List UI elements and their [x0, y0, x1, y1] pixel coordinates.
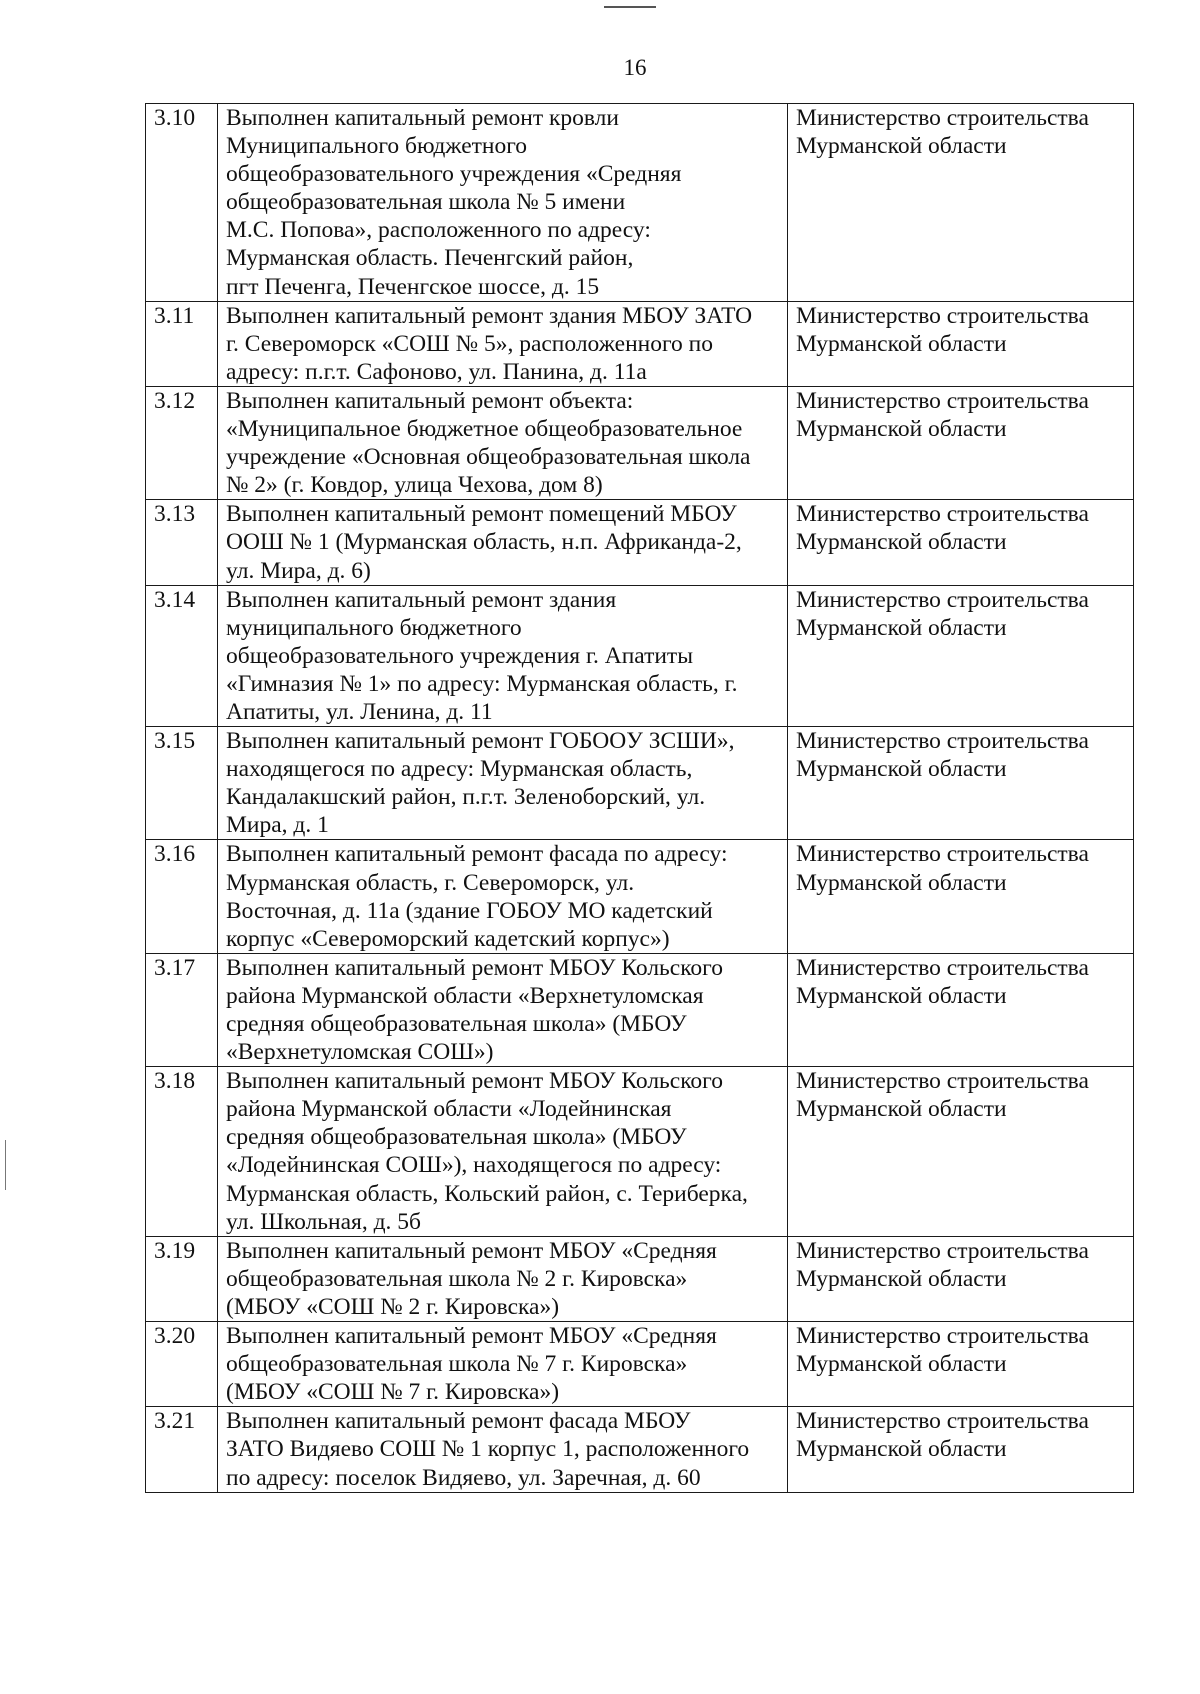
table-row — [146, 727, 1134, 840]
row-number-cell: 3.14 — [146, 585, 218, 726]
table-row — [146, 953, 1134, 1066]
responsible-organization-cell: Министерство строительства Мурманской области — [788, 1067, 1134, 1237]
table-row — [146, 386, 1134, 499]
work-description-cell: Выполнен капитальный ремонт объекта: «Муниципальное бюджетное общеобразовательное учреждение «Основная общеобразовательная школа № 2» (г. Ковдор, улица Чехова, дом 8) — [218, 386, 788, 499]
row-number-cell: 3.21 — [146, 1407, 218, 1492]
work-description-cell: Выполнен капитальный ремонт МБОУ «Средняя общеобразовательная школа № 2 г. Кировска» (МБОУ «СОШ № 2 г. Кировска») — [218, 1236, 788, 1321]
scan-mark-top — [604, 6, 656, 8]
table-row — [146, 104, 1134, 302]
responsible-organization-cell: Министерство строительства Мурманской области — [788, 727, 1134, 840]
responsible-organization-cell: Министерство строительства Мурманской области — [788, 1407, 1134, 1492]
work-description-cell: Выполнен капитальный ремонт фасада по адресу: Мурманская область, г. Североморск, ул. Восточная, д. 11а (здание ГОБОУ МО кадетский корпус «Североморский кадетский корпус») — [218, 840, 788, 953]
work-description-cell: Выполнен капитальный ремонт ГОБОOУ ЗСШИ», находящегося по адресу: Мурманская область, Кандалакшский район, п.г.т. Зеленоборский, ул. Мира, д. 1 — [218, 727, 788, 840]
row-number-cell: 3.13 — [146, 500, 218, 585]
responsible-organization-cell: Министерство строительства Мурманской области — [788, 500, 1134, 585]
works-table-body — [146, 104, 1134, 1493]
row-number-cell: 3.10 — [146, 104, 218, 302]
row-number-cell: 3.17 — [146, 953, 218, 1066]
work-description-cell: Выполнен капитальный ремонт МБОУ «Средняя общеобразовательная школа № 7 г. Кировска» (МБОУ «СОШ № 7 г. Кировска») — [218, 1322, 788, 1407]
table-row — [146, 1067, 1134, 1237]
work-description-cell: Выполнен капитальный ремонт помещений МБОУ ООШ № 1 (Мурманская область, н.п. Африканда-2, ул. Мира, д. 6) — [218, 500, 788, 585]
responsible-organization-cell: Министерство строительства Мурманской области — [788, 1236, 1134, 1321]
responsible-organization-cell: Министерство строительства Мурманской области — [788, 1322, 1134, 1407]
row-number-cell: 3.15 — [146, 727, 218, 840]
row-number-cell: 3.12 — [146, 386, 218, 499]
responsible-organization-cell: Министерство строительства Мурманской области — [788, 301, 1134, 386]
row-number-cell: 3.18 — [146, 1067, 218, 1237]
row-number-cell: 3.20 — [146, 1322, 218, 1407]
work-description-cell: Выполнен капитальный ремонт фасада МБОУ ЗАТО Видяево СОШ № 1 корпус 1, расположенного по адресу: поселок Видяево, ул. Заречная, д. 60 — [218, 1407, 788, 1492]
work-description-cell: Выполнен капитальный ремонт кровли Муниципального бюджетного общеобразовательного учреждения «Средняя общеобразовательная школа № 5 имени М.С. Попова», расположенного по адресу: Мурманская область. Печенгский район, пгт Печенга, Печенгское шоссе, д. 15 — [218, 104, 788, 302]
table-row — [146, 1322, 1134, 1407]
page-number: 16 — [623, 55, 647, 80]
work-description-cell: Выполнен капитальный ремонт здания МБОУ ЗАТО г. Североморск «СОШ № 5», расположенного по адресу: п.г.т. Сафоново, ул. Панина, д. 11а — [218, 301, 788, 386]
row-number-cell: 3.16 — [146, 840, 218, 953]
table-row — [146, 585, 1134, 726]
scan-mark-left — [5, 1140, 6, 1190]
responsible-organization-cell: Министерство строительства Мурманской области — [788, 585, 1134, 726]
table-row — [146, 500, 1134, 585]
work-description-cell: Выполнен капитальный ремонт МБОУ Кольского района Мурманской области «Лодейнинская средняя общеобразовательная школа» (МБОУ «Лодейнинская СОШ»), находящегося по адресу: Мурманская область, Кольский район, с. Териберка, ул. Школьная, д. 5б — [218, 1067, 788, 1237]
work-description-cell: Выполнен капитальный ремонт здания муниципального бюджетного общеобразовательного учреждения г. Апатиты «Гимназия № 1» по адресу: Мурманская область, г. Апатиты, ул. Ленина, д. 11 — [218, 585, 788, 726]
responsible-organization-cell: Министерство строительства Мурманской области — [788, 386, 1134, 499]
row-number-cell: 3.11 — [146, 301, 218, 386]
table-row — [146, 1407, 1134, 1492]
responsible-organization-cell: Министерство строительства Мурманской области — [788, 840, 1134, 953]
table-row — [146, 301, 1134, 386]
row-number-cell: 3.19 — [146, 1236, 218, 1321]
responsible-organization-cell: Министерство строительства Мурманской области — [788, 104, 1134, 302]
table-row — [146, 840, 1134, 953]
works-table — [145, 103, 1134, 1493]
work-description-cell: Выполнен капитальный ремонт МБОУ Кольского района Мурманской области «Верхнетуломская средняя общеобразовательная школа» (МБОУ «Верхнетуломская СОШ») — [218, 953, 788, 1066]
responsible-organization-cell: Министерство строительства Мурманской области — [788, 953, 1134, 1066]
table-row — [146, 1236, 1134, 1321]
